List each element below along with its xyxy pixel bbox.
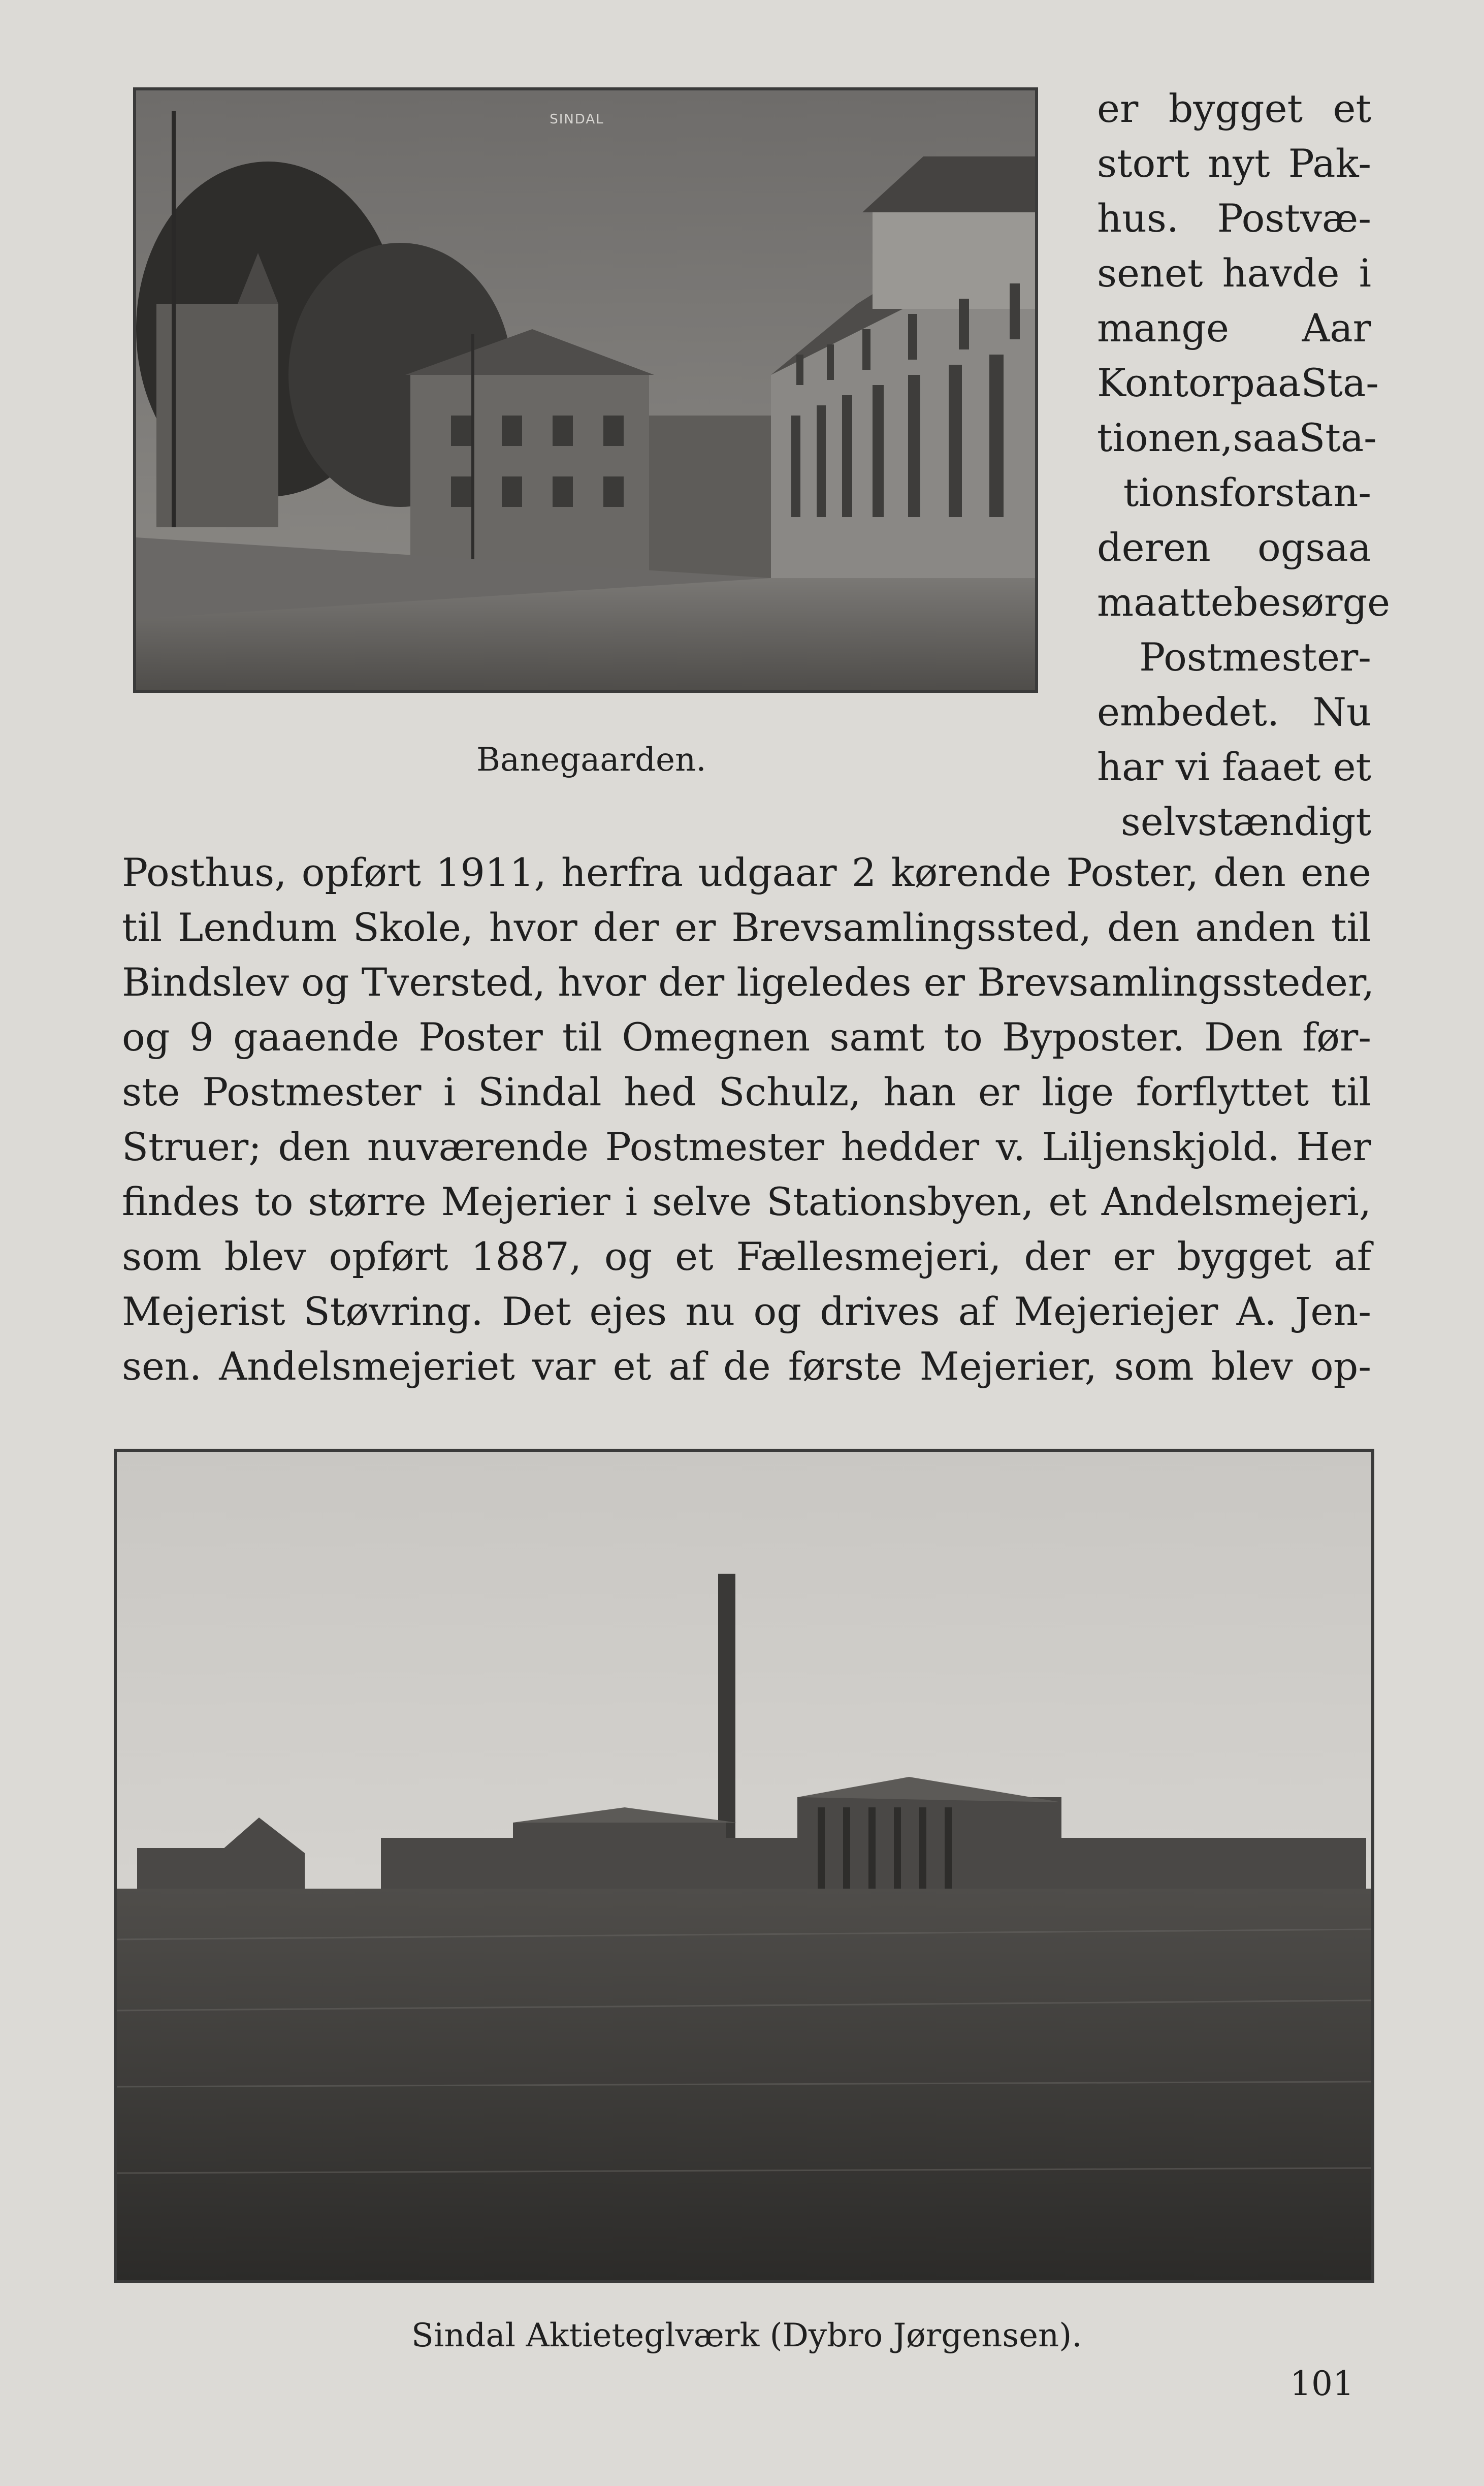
column-line: Postmester- bbox=[1139, 634, 1371, 680]
column-line: tionsforstan- bbox=[1123, 470, 1371, 515]
column-text bbox=[1097, 81, 1391, 849]
column-line: deren ogsaa bbox=[1097, 525, 1371, 570]
photo-aktieteglvaerk bbox=[114, 1449, 1374, 2283]
column-line: er bygget et bbox=[1097, 86, 1371, 131]
body-line: Struer; den nuværende Postmester hedder v. Liljenskjold. Her bbox=[122, 1124, 1371, 1169]
column-line: hus. Postvæ- bbox=[1097, 196, 1371, 241]
body-line: Posthus, opført 1911, herfra udgaar 2 kørende Poster, den ene bbox=[122, 850, 1371, 895]
column-line: mange Aar bbox=[1097, 305, 1371, 350]
column-line: maattebesørge bbox=[1097, 580, 1391, 625]
photo-caption-aktieteglvaerk: Sindal Aktieteglværk (Dybro Jørgensen). bbox=[411, 2317, 1082, 2354]
body-line: findes to større Mejerier i selve Stationsbyen, et Andelsmejeri, bbox=[122, 1179, 1371, 1224]
body-line: og 9 gaaende Poster til Omegnen samt to Byposter. Den før- bbox=[122, 1014, 1371, 1060]
column-line: embedet. Nu bbox=[1097, 689, 1371, 735]
page-number: 101 bbox=[1290, 2364, 1354, 2403]
column-line: KontorpaaSta- bbox=[1097, 360, 1379, 405]
body-line: ste Postmester i Sindal hed Schulz, han er lige forflyttet til bbox=[122, 1069, 1371, 1114]
brickworks-scene-image bbox=[117, 1452, 1371, 2280]
column-line: stort nyt Pak- bbox=[1097, 141, 1371, 186]
photo-caption-banegaarden: Banegaarden. bbox=[476, 741, 706, 779]
column-line: tionen,saaSta- bbox=[1097, 415, 1377, 460]
column-line: senet havde i bbox=[1097, 250, 1371, 296]
body-line: Bindslev og Tversted, hvor der ligeledes er Brevsamlingssteder, bbox=[122, 960, 1375, 1005]
body-line: Mejerist Støvring. Det ejes nu og drives af Mejeriejer A. Jen- bbox=[122, 1289, 1371, 1334]
photo-label-sindal: SINDAL bbox=[550, 112, 604, 127]
column-line: selvstændigt bbox=[1120, 799, 1371, 844]
column-line: har vi faaet et bbox=[1097, 744, 1372, 789]
body-line: til Lendum Skole, hvor der er Brevsamlingssted, den anden til bbox=[122, 905, 1371, 950]
body-text bbox=[122, 845, 1375, 1394]
photo-banegaarden bbox=[133, 87, 1038, 693]
body-line: sen. Andelsmejeriet var et af de første Mejerier, som blev op- bbox=[122, 1344, 1371, 1389]
station-scene-image bbox=[136, 90, 1035, 690]
body-line: som blev opført 1887, og et Fællesmejeri, der er bygget af bbox=[122, 1234, 1371, 1279]
